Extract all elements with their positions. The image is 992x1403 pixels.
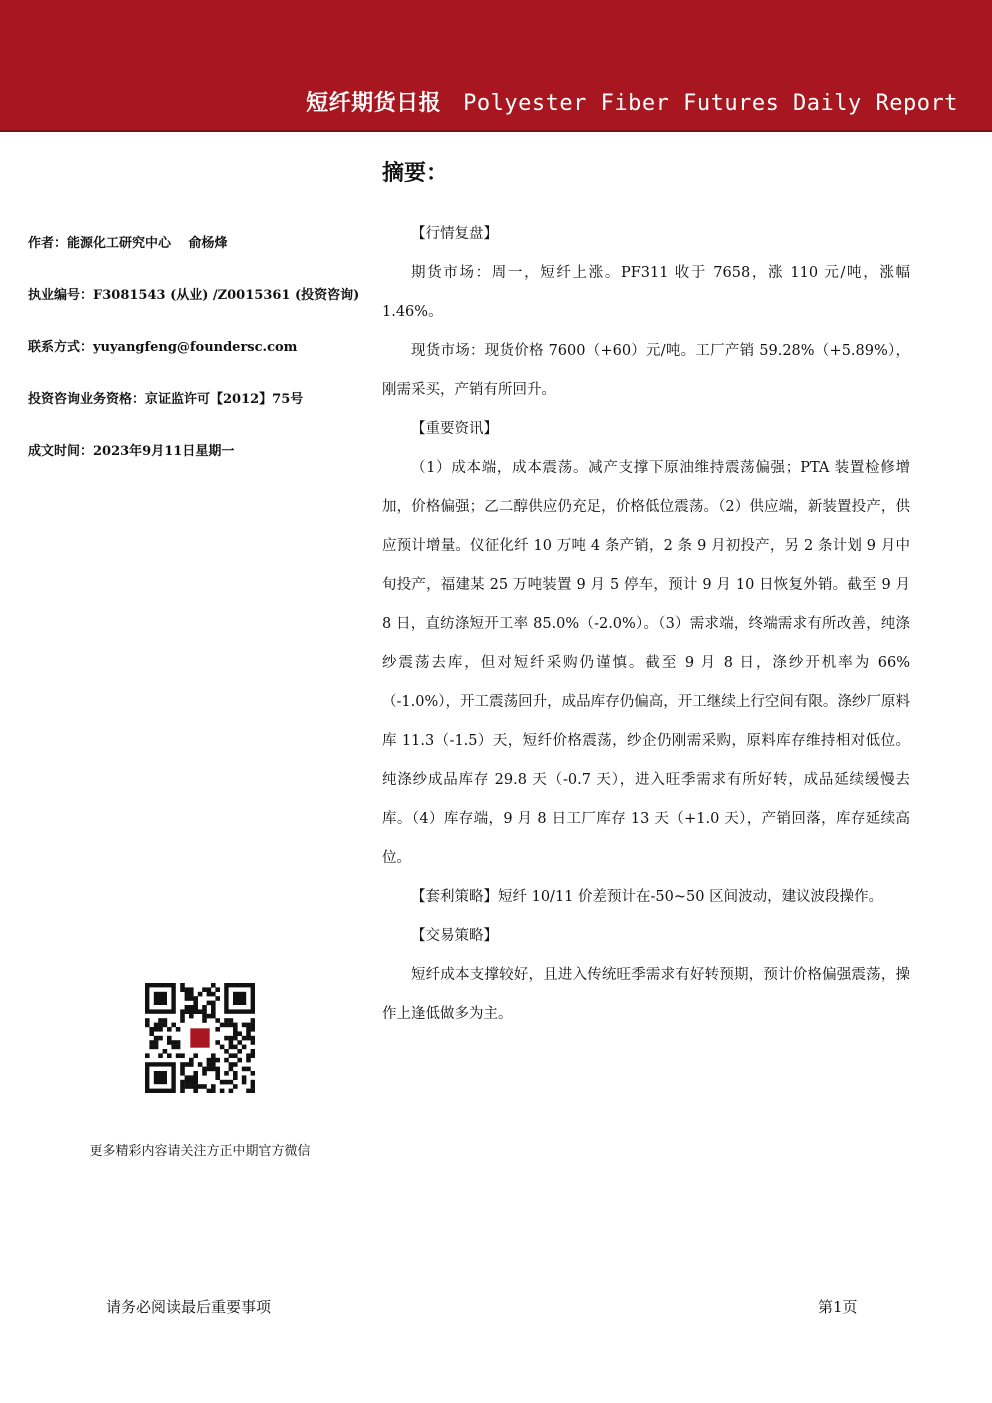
abstract-title: 摘要： xyxy=(382,161,449,186)
qr-module xyxy=(193,1084,198,1089)
qr-module xyxy=(224,1023,229,1028)
qr-module xyxy=(176,1045,181,1050)
qr-module xyxy=(158,1018,163,1023)
qr-module xyxy=(193,1089,198,1093)
license-number-line: 执业编号：F3081543 (从业) /Z0015361 (投资咨询) xyxy=(28,288,360,303)
qr-module xyxy=(198,1062,203,1067)
qr-module xyxy=(251,1027,255,1032)
section-heading-key-news: 【重要资讯】 xyxy=(411,421,498,437)
qr-module xyxy=(202,1084,207,1089)
qr-module xyxy=(224,1058,229,1063)
qr-module xyxy=(154,1023,159,1028)
qr-module xyxy=(145,1023,150,1028)
qr-module xyxy=(180,1053,185,1058)
qr-finder-inner xyxy=(154,992,167,1005)
qr-module xyxy=(229,1062,234,1067)
qr-module xyxy=(202,1014,207,1019)
qr-module xyxy=(220,1080,225,1085)
qr-module xyxy=(251,1049,255,1054)
qr-module xyxy=(185,1075,190,1080)
qr-module xyxy=(207,1062,212,1067)
qr-finder-inner xyxy=(233,992,246,1005)
section-heading-market-review: 【行情复盘】 xyxy=(411,226,498,242)
qr-module xyxy=(180,1067,185,1072)
paragraph-futures-market: 期货市场：周一，短纤上涨。PF311 收于 7658，涨 110 元/吨，涨幅 1.46%。 xyxy=(382,265,910,320)
qr-module xyxy=(242,1080,247,1085)
qr-module xyxy=(202,1018,207,1023)
qr-module xyxy=(229,1018,234,1023)
qr-module xyxy=(207,1089,212,1093)
qr-module xyxy=(193,1001,198,1006)
qr-module xyxy=(189,996,194,1001)
qr-module xyxy=(246,1067,251,1072)
qr-module xyxy=(233,1062,238,1067)
qr-module xyxy=(233,1053,238,1058)
qr-module xyxy=(149,1045,154,1050)
qr-module xyxy=(211,1089,216,1093)
qr-module xyxy=(189,992,194,997)
qr-module xyxy=(145,1053,150,1058)
qr-module xyxy=(224,1071,229,1076)
qr-module xyxy=(215,1067,220,1072)
qr-module xyxy=(229,1045,234,1050)
qr-module xyxy=(233,1045,238,1050)
qr-module xyxy=(229,1089,234,1093)
qualification-line: 投资咨询业务资格：京证监许可【2012】75号 xyxy=(28,392,304,407)
abstract-content xyxy=(382,215,910,1034)
qr-module xyxy=(215,1071,220,1076)
paragraph-arbitrage-strategy: 【套利策略】短纤 10/11 价差预计在-50~50 区间波动，建议波段操作。 xyxy=(411,889,884,905)
qr-module xyxy=(211,1067,216,1072)
qr-module xyxy=(198,1009,203,1014)
qr-module xyxy=(237,1049,242,1054)
qr-module xyxy=(242,1036,247,1041)
qr-module xyxy=(176,1040,181,1045)
date-line: 成文时间：2023年9月11日星期一 xyxy=(28,444,235,459)
qr-module xyxy=(189,1075,194,1080)
qr-module xyxy=(233,1084,238,1089)
qr-module xyxy=(220,1045,225,1050)
qr-module xyxy=(207,1067,212,1072)
qr-module xyxy=(246,1031,251,1036)
paragraph-spot-market: 现货市场：现货价格 7600（+60）元/吨。工厂产销 59.28%（+5.89%），刚需采买，产销有所回升。 xyxy=(382,343,910,398)
section-heading-trading-strategy: 【交易策略】 xyxy=(411,928,498,944)
qr-module xyxy=(237,1031,242,1036)
qr-finder-inner xyxy=(154,1071,167,1084)
qr-module xyxy=(237,1058,242,1063)
qr-module xyxy=(202,1067,207,1072)
qr-module xyxy=(193,1071,198,1076)
qr-module xyxy=(193,1053,198,1058)
author-line: 作者：能源化工研究中心 俞杨烽 xyxy=(28,236,228,251)
qr-module xyxy=(167,1027,172,1032)
qr-module xyxy=(185,1005,190,1010)
qr-module xyxy=(193,996,198,1001)
qr-module xyxy=(251,1053,255,1058)
qr-module xyxy=(251,1023,255,1028)
qr-module xyxy=(251,1071,255,1076)
qr-module xyxy=(215,1027,220,1032)
qr-module xyxy=(149,1040,154,1045)
qr-module xyxy=(211,1009,216,1014)
qr-module xyxy=(163,1049,168,1054)
qr-module xyxy=(215,1058,220,1063)
qr-module xyxy=(171,1045,176,1050)
qr-module xyxy=(251,1089,255,1093)
qr-module xyxy=(176,1027,181,1032)
qr-module xyxy=(237,1040,242,1045)
report-title-cn: 短纤期货日报 xyxy=(306,91,442,116)
qr-module xyxy=(149,1027,154,1032)
qr-module xyxy=(154,1040,159,1045)
qr-module xyxy=(224,1049,229,1054)
qr-module xyxy=(180,983,185,988)
qr-module xyxy=(180,1018,185,1023)
author-info xyxy=(28,232,368,492)
qr-module xyxy=(251,1036,255,1041)
qr-module xyxy=(180,987,185,992)
qr-module xyxy=(229,1067,234,1072)
qr-module xyxy=(242,1067,247,1072)
paragraph-key-news: （1）成本端，成本震荡。减产支撑下原油维持震荡偏强；PTA 装置检修增加，价格偏强；乙二醇供应仍充足，价格低位震荡。（2）供应端，新装置投产，供应预计增量。仪征化纤 10 万吨 4 条产销，2 条 9 月初投产，另 2 条计划 9 月中旬投产，福建某 25 万吨装置 9 月 5 停车，预计 9 月 10 日恢复外销。截至 9 月 8 日，直纺涤短开工率 85.0%（-2.0%）。（3）需求端，终端需求有所改善，纯涤纱震荡去库，但对短纤采购仍谨慎。截至 9 月 8 日，涤纱开机率为 66%（-1.0%），开工震荡回升，成品库存仍偏高，开工继续上行空间有限。涤纱厂原料库 11.3（-1.5）天，短纤价格震荡，纱企仍刚需采购，原料库存维持相对低位。纯涤纱成品库存 29.8 天（-0.7 天），进入旺季需求有所好转，成品延续缓慢去库。（4）库存端，9 月 8 日工厂库存 13 天（+1.0 天），产销回落，库存延续高位。 xyxy=(382,460,910,866)
qr-module xyxy=(193,1080,198,1085)
qr-module xyxy=(158,1023,163,1028)
qr-module xyxy=(167,1036,172,1041)
qr-module xyxy=(233,1031,238,1036)
qr-module xyxy=(158,1027,163,1032)
qr-module xyxy=(233,1036,238,1041)
qr-logo-icon xyxy=(190,1028,209,1047)
qr-module xyxy=(207,1014,212,1019)
qr-module xyxy=(189,1009,194,1014)
qr-module xyxy=(198,992,203,997)
qr-module xyxy=(229,1040,234,1045)
qr-module xyxy=(233,1075,238,1080)
qr-module xyxy=(224,1036,229,1041)
qr-module xyxy=(185,1080,190,1085)
qr-module xyxy=(180,1080,185,1085)
qr-module xyxy=(158,1036,163,1041)
qr-module xyxy=(215,996,220,1001)
qr-module xyxy=(229,1036,234,1041)
qr-module xyxy=(158,1053,163,1058)
qr-module xyxy=(202,987,207,992)
qr-module xyxy=(198,1084,203,1089)
qr-module xyxy=(242,1045,247,1050)
qr-module xyxy=(202,1009,207,1014)
qr-module xyxy=(211,1005,216,1010)
qr-module xyxy=(207,1058,212,1063)
qr-module xyxy=(246,1058,251,1063)
qr-module xyxy=(193,1009,198,1014)
qr-module xyxy=(229,1053,234,1058)
qr-module xyxy=(189,987,194,992)
qr-module xyxy=(229,1023,234,1028)
qr-module xyxy=(211,1084,216,1089)
qr-module xyxy=(163,1023,168,1028)
qr-module xyxy=(189,1084,194,1089)
qr-module xyxy=(176,1053,181,1058)
qr-module xyxy=(180,1089,185,1093)
header-divider xyxy=(0,130,992,132)
qr-module xyxy=(185,1009,190,1014)
qr-module xyxy=(215,1040,220,1045)
qr-module xyxy=(215,1075,220,1080)
qr-module xyxy=(154,1045,159,1050)
qr-module xyxy=(229,1080,234,1085)
qr-module xyxy=(215,1018,220,1023)
contact-line: 联系方式：yuyangfeng@foundersc.com xyxy=(28,340,298,355)
qr-module xyxy=(211,1058,216,1063)
qr-module xyxy=(211,992,216,997)
qr-caption: 更多精彩内容请关注方正中期官方微信 xyxy=(89,1144,311,1159)
qr-module xyxy=(220,1023,225,1028)
report-title-en: Polyester Fiber Futures Daily Report xyxy=(463,91,958,116)
qr-module xyxy=(185,1084,190,1089)
qr-module xyxy=(242,1023,247,1028)
qr-module xyxy=(180,1014,185,1019)
qr-module xyxy=(189,1062,194,1067)
qr-module xyxy=(185,992,190,997)
qr-module xyxy=(185,1062,190,1067)
report-title xyxy=(306,86,958,117)
qr-module xyxy=(233,1027,238,1032)
qr-module xyxy=(185,987,190,992)
qr-module xyxy=(242,1075,247,1080)
qr-code-icon xyxy=(145,983,255,1093)
qr-module xyxy=(189,1058,194,1063)
qr-module xyxy=(224,1080,229,1085)
qr-module xyxy=(154,1036,159,1041)
qr-module xyxy=(180,1084,185,1089)
qr-module xyxy=(185,996,190,1001)
page-number: 第1页 xyxy=(818,1298,858,1316)
qr-module xyxy=(251,1080,255,1085)
qr-module xyxy=(167,1053,172,1058)
qr-module xyxy=(180,1062,185,1067)
qr-module xyxy=(180,1009,185,1014)
qr-module xyxy=(189,1005,194,1010)
qr-module xyxy=(215,987,220,992)
qr-module xyxy=(154,1027,159,1032)
qr-module xyxy=(202,1071,207,1076)
qr-module xyxy=(171,1023,176,1028)
qr-module xyxy=(211,1001,216,1006)
qr-module xyxy=(207,987,212,992)
qr-module xyxy=(189,1080,194,1085)
qr-module xyxy=(211,983,216,988)
qr-module xyxy=(193,1075,198,1080)
qr-module xyxy=(220,1089,225,1093)
qr-module xyxy=(163,1018,168,1023)
qr-module xyxy=(145,1018,150,1023)
qr-module xyxy=(211,1062,216,1067)
qr-module xyxy=(233,1023,238,1028)
qr-module xyxy=(246,1053,251,1058)
footer-notice: 请务必阅读最后重要事项 xyxy=(106,1298,272,1316)
qr-module xyxy=(171,1040,176,1045)
qr-module xyxy=(251,1018,255,1023)
qr-module xyxy=(246,1027,251,1032)
paragraph-trading-strategy: 短纤成本支撑较好，且进入传统旺季需求有好转预期，预计价格偏强震荡，操作上逢低做多为主。 xyxy=(382,967,910,1022)
qr-module xyxy=(193,1005,198,1010)
qr-module xyxy=(207,992,212,997)
qr-module xyxy=(211,1053,216,1058)
qr-module xyxy=(246,1023,251,1028)
qr-module xyxy=(251,1040,255,1045)
qr-code-graphic xyxy=(145,983,255,1093)
qr-module xyxy=(202,1005,207,1010)
qr-module xyxy=(211,1014,216,1019)
qr-module xyxy=(180,1071,185,1076)
qr-module xyxy=(189,1014,194,1019)
qr-module xyxy=(246,1089,251,1093)
qr-module xyxy=(149,1031,154,1036)
qr-module xyxy=(224,1018,229,1023)
qr-module xyxy=(167,1040,172,1045)
qr-module xyxy=(251,1084,255,1089)
qr-module xyxy=(246,1036,251,1041)
qr-module xyxy=(233,1071,238,1076)
qr-module xyxy=(207,1001,212,1006)
